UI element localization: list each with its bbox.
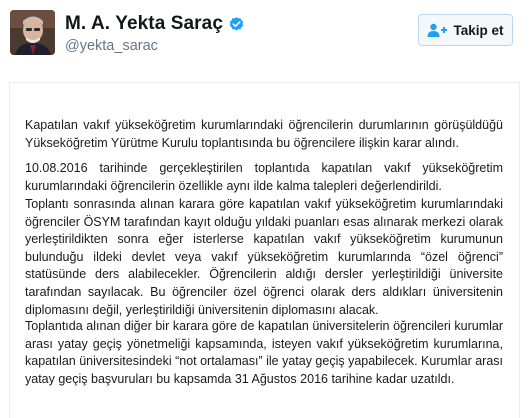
avatar[interactable]: [10, 10, 55, 55]
announcement-paragraph: Toplantıda alınan diğer bir karara göre de kapatılan üniversitelerin öğrencileri kurumlar arası yatay geçiş yönetmeliği kapsamında, isteyen vakıf yükseköğretim kurumlarına, kapatılan üniversitesindeki “not ortalaması” ile yatay geçiş yapabilecek. Kurumlar arası yatay geçiş başvuruları bu kapsamda 31 Ağustos 2016 tarihine kadar uzatıldı.: [25, 319, 504, 386]
name-row: [65, 12, 245, 36]
display-name[interactable]: M. A. Yekta Saraç: [65, 13, 224, 34]
user-handle[interactable]: @yekta_sarac: [65, 38, 158, 54]
verified-badge-icon: [228, 16, 245, 33]
add-user-icon: [427, 23, 447, 37]
announcement-paragraph: Kapatılan vakıf yükseköğretim kurumlarındaki öğrencilerin durumlarının görüşüldüğü Yükseköğretim Yürütme Kurulu toplantısında bu öğrencilere ilişkin karar alındı.: [25, 118, 503, 150]
announcement-paragraph: 10.08.2016 tarihinde gerçekleştirilen toplantıda kapatılan vakıf yükseköğretim kurumlarındaki öğrencilerin özellikle aynı ilde kalma talepleri değerlendirildi.: [25, 161, 503, 193]
announcement-paragraph: Toplantı sonrasında alınan karara göre kapatılan vakıf yükseköğretim kurumlarındaki öğrenciler ÖSYM tarafından kayıt olduğu yıldaki puanları esas alınarak merkezi olarak yerleştirildikten sonra eğer isterlerse kapatılan vakıf yükseköğretim kurumunun bulunduğu ildeki devlet veya vakıf yükseköğretim kurumlarında “özel öğrenci” statüsünde ders alabilecekler. Öğrencilerin aldığı dersler yerleştirildiği üniversite tarafından sayılacak. Bu öğrenciler özel öğrenci olarak ders aldıkları üniversitenin diplomasını değil, yerleştirildiği üniversitenin diplomasını alacak.: [25, 197, 503, 317]
follow-button-label: Takip et: [453, 22, 504, 38]
tweet-header: [0, 0, 529, 66]
avatar-portrait-icon: [10, 10, 55, 55]
follow-button[interactable]: [418, 14, 513, 46]
